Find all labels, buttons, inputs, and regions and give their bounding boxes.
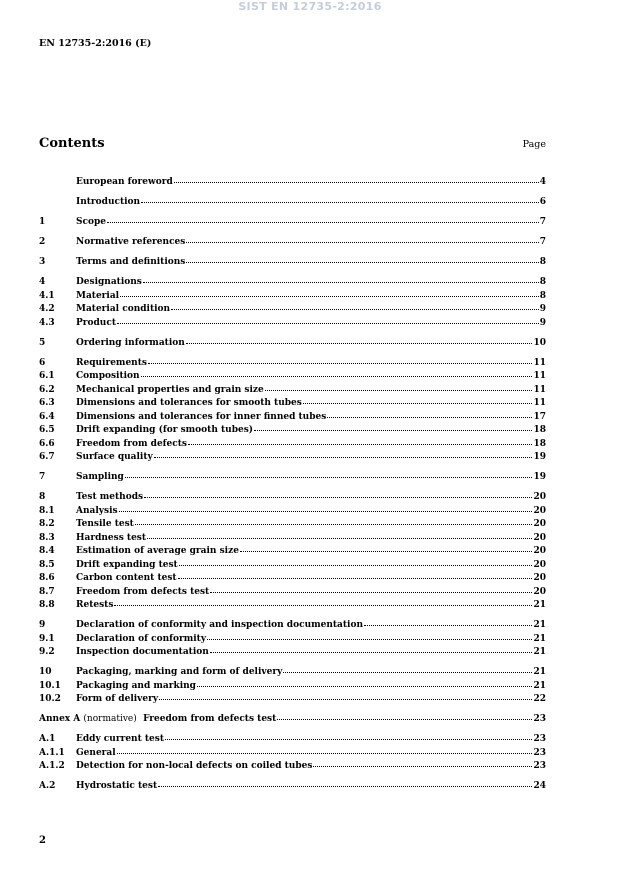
toc-number: 7 xyxy=(39,472,46,482)
toc-number: 3 xyxy=(39,257,46,267)
toc-title: General xyxy=(76,747,116,758)
toc-page: 8 xyxy=(539,277,546,287)
toc-leader xyxy=(119,502,533,512)
toc-page: 20 xyxy=(533,559,546,570)
toc-page: 8 xyxy=(539,290,546,301)
toc-entry[interactable] xyxy=(39,234,546,248)
annex-label: Annex A xyxy=(39,714,81,724)
toc-title: Declaration of conformity and inspection documentation xyxy=(76,620,364,630)
toc-leader xyxy=(283,663,532,673)
toc-title: Product xyxy=(76,317,116,328)
toc-page: 20 xyxy=(533,492,546,502)
toc-entry[interactable] xyxy=(39,731,546,745)
toc-entry[interactable] xyxy=(39,644,546,658)
toc-leader xyxy=(207,630,532,640)
toc-title: Detection for non-local defects on coiled tubes xyxy=(76,761,313,771)
toc-leader xyxy=(143,273,539,283)
toc-leader xyxy=(254,421,532,431)
toc-leader xyxy=(120,287,539,297)
toc-number: 6.4 xyxy=(39,411,55,422)
toc-leader xyxy=(141,193,539,203)
page-number: 2 xyxy=(39,835,46,846)
toc-page: 24 xyxy=(533,781,546,791)
toc-entry[interactable] xyxy=(39,395,546,409)
table-of-contents xyxy=(39,174,546,792)
toc-page: 20 xyxy=(533,573,546,583)
toc-number: 10.1 xyxy=(39,680,61,691)
toc-title: Declaration of conformity xyxy=(76,633,207,644)
watermark: SIST EN 12735-2:2016 xyxy=(238,0,382,13)
toc-entry[interactable] xyxy=(39,214,546,228)
toc-entry[interactable] xyxy=(39,691,546,705)
toc-title: Hydrostatic test xyxy=(76,781,158,791)
toc-page: 21 xyxy=(533,647,546,657)
toc-title: Dimensions and tolerances for inner finned tubes xyxy=(76,411,327,422)
toc-leader xyxy=(178,569,533,579)
toc-leader xyxy=(303,394,533,404)
toc-title: Scope xyxy=(76,217,107,227)
toc-number: 4.2 xyxy=(39,304,55,314)
toc-number: 8.3 xyxy=(39,532,55,543)
toc-number: 1 xyxy=(39,217,46,227)
toc-leader xyxy=(159,690,532,700)
toc-leader xyxy=(240,542,533,552)
toc-page: 20 xyxy=(533,532,546,543)
toc-entry[interactable] xyxy=(39,557,546,571)
toc-number: 10 xyxy=(39,667,52,677)
toc-title: Tensile test xyxy=(76,519,134,529)
toc-leader xyxy=(117,744,533,754)
toc-number: 9.2 xyxy=(39,647,55,657)
toc-entry[interactable] xyxy=(39,422,546,436)
toc-page: 21 xyxy=(533,680,546,691)
toc-entry[interactable] xyxy=(39,617,546,631)
toc-number: 2 xyxy=(39,237,46,247)
toc-entry[interactable] xyxy=(39,489,546,503)
toc-title: Drift expanding test xyxy=(76,559,178,570)
toc-leader xyxy=(313,757,532,767)
toc-leader xyxy=(174,173,539,183)
toc-leader xyxy=(125,468,533,478)
toc-title: Test methods xyxy=(76,492,144,502)
toc-leader xyxy=(197,677,532,687)
toc-leader xyxy=(186,334,533,344)
toc-number: A.1 xyxy=(39,734,56,744)
toc-page: 20 xyxy=(533,505,546,516)
toc-number: 9 xyxy=(39,620,46,630)
toc-page: 8 xyxy=(539,257,546,267)
toc-leader xyxy=(188,435,532,445)
toc-page: 10 xyxy=(533,337,546,348)
annex-title: Freedom from defects test xyxy=(143,714,277,724)
toc-page: 11 xyxy=(533,371,546,381)
toc-entry[interactable] xyxy=(39,664,546,678)
toc-leader xyxy=(364,616,532,626)
page-column-label: Page xyxy=(522,139,546,150)
toc-entry[interactable] xyxy=(39,584,546,598)
toc-title: Ordering information xyxy=(76,337,185,348)
document-id: EN 12735-2:2016 (E) xyxy=(39,38,152,49)
toc-title: Analysis xyxy=(76,505,118,516)
toc-page: 20 xyxy=(533,519,546,529)
toc-entry[interactable] xyxy=(39,530,546,544)
contents-title: Contents xyxy=(39,136,105,151)
toc-entry[interactable] xyxy=(39,301,546,315)
toc-entry[interactable] xyxy=(39,315,546,329)
toc-page: 11 xyxy=(533,357,546,368)
toc-page: 11 xyxy=(533,398,546,408)
toc-entry[interactable] xyxy=(39,355,546,369)
toc-number: 6.1 xyxy=(39,371,55,381)
toc-number: 8 xyxy=(39,492,46,502)
toc-entry-annex[interactable] xyxy=(39,711,546,725)
toc-title: Freedom from defects test xyxy=(76,586,210,597)
toc-entry[interactable] xyxy=(39,678,546,692)
toc-title: Composition xyxy=(76,371,140,381)
toc-title: Material condition xyxy=(76,304,171,314)
toc-title: Terms and definitions xyxy=(76,257,186,267)
toc-page: 18 xyxy=(533,438,546,449)
toc-title: Freedom from defects xyxy=(76,438,187,449)
toc-leader xyxy=(107,213,539,223)
toc-number: 6.7 xyxy=(39,452,55,462)
toc-number: 4 xyxy=(39,277,46,287)
toc-title: Normative references xyxy=(76,237,186,247)
toc-page: 7 xyxy=(539,217,546,227)
toc-title: Introduction xyxy=(76,197,141,207)
toc-title: Retests xyxy=(76,600,114,610)
toc-entry[interactable] xyxy=(39,631,546,645)
toc-page: 19 xyxy=(533,452,546,462)
toc-page: 21 xyxy=(533,600,546,610)
toc-page: 22 xyxy=(533,694,546,704)
toc-number: 6.5 xyxy=(39,425,55,435)
toc-page: 20 xyxy=(533,586,546,597)
toc-page: 18 xyxy=(533,425,546,435)
toc-entry[interactable] xyxy=(39,335,546,349)
toc-title: Form of delivery xyxy=(76,694,159,704)
toc-entry[interactable] xyxy=(39,436,546,450)
toc-page: 19 xyxy=(533,472,546,482)
toc-page: 21 xyxy=(533,667,546,677)
toc-number: 9.1 xyxy=(39,633,55,644)
toc-title: Dimensions and tolerances for smooth tubes xyxy=(76,398,302,408)
toc-title: Inspection documentation xyxy=(76,647,209,657)
toc-leader xyxy=(277,710,532,720)
toc-entry[interactable] xyxy=(39,570,546,584)
toc-leader xyxy=(265,381,533,391)
toc-entry[interactable] xyxy=(39,503,546,517)
toc-title: Packaging and marking xyxy=(76,680,196,691)
toc-entry[interactable] xyxy=(39,368,546,382)
toc-number: 6 xyxy=(39,357,46,368)
toc-title: Mechanical properties and grain size xyxy=(76,384,264,395)
toc-title: Drift expanding (for smooth tubes) xyxy=(76,425,254,435)
toc-page: 21 xyxy=(533,620,546,630)
toc-number: 6.6 xyxy=(39,438,55,449)
annex-type: (normative) xyxy=(83,714,137,724)
toc-entry[interactable] xyxy=(39,288,546,302)
toc-number: 8.5 xyxy=(39,559,55,570)
toc-leader xyxy=(154,448,533,458)
toc-title: Packaging, marking and form of delivery xyxy=(76,667,283,677)
toc-leader xyxy=(144,488,532,498)
toc-title: Sampling xyxy=(76,472,124,482)
toc-number: 6.3 xyxy=(39,398,55,408)
toc-leader xyxy=(327,408,532,418)
toc-page: 23 xyxy=(533,747,546,758)
toc-page: 9 xyxy=(539,304,546,314)
toc-entry[interactable] xyxy=(39,174,546,188)
toc-entry[interactable] xyxy=(39,469,546,483)
toc-leader xyxy=(135,515,533,525)
toc-leader xyxy=(117,314,539,324)
toc-page: 9 xyxy=(539,317,546,328)
toc-entry[interactable] xyxy=(39,194,546,208)
toc-entry[interactable] xyxy=(39,543,546,557)
toc-entry[interactable] xyxy=(39,254,546,268)
toc-title: Requirements xyxy=(76,357,147,368)
toc-page: 4 xyxy=(539,177,546,187)
toc-number: 8.1 xyxy=(39,505,55,516)
toc-number: 10.2 xyxy=(39,694,61,704)
toc-leader xyxy=(186,253,538,263)
toc-leader xyxy=(114,596,532,606)
toc-entry[interactable] xyxy=(39,516,546,530)
toc-page: 23 xyxy=(533,761,546,771)
toc-leader xyxy=(165,730,532,740)
toc-entry[interactable] xyxy=(39,409,546,423)
toc-title: Eddy current test xyxy=(76,734,164,744)
toc-number: 8.4 xyxy=(39,546,55,556)
toc-title: Estimation of average grain size xyxy=(76,546,239,556)
toc-number: A.2 xyxy=(39,781,56,791)
toc-title: Hardness test xyxy=(76,532,147,543)
toc-entry[interactable] xyxy=(39,274,546,288)
toc-page: 11 xyxy=(533,384,546,395)
toc-leader xyxy=(147,529,532,539)
toc-number: 8.7 xyxy=(39,586,55,597)
toc-page: 23 xyxy=(533,714,546,724)
toc-title: European foreword xyxy=(76,177,173,187)
toc-leader xyxy=(186,233,538,243)
toc-number: 8.2 xyxy=(39,519,55,529)
toc-leader xyxy=(210,643,533,653)
toc-entry[interactable] xyxy=(39,745,546,759)
toc-number: 4.3 xyxy=(39,317,55,328)
toc-entry[interactable] xyxy=(39,449,546,463)
toc-number: 4.1 xyxy=(39,290,55,301)
toc-page: 7 xyxy=(539,237,546,247)
toc-title: Designations xyxy=(76,277,142,287)
toc-number: 8.6 xyxy=(39,573,55,583)
toc-leader xyxy=(158,777,532,787)
toc-number: A.1.1 xyxy=(39,747,65,758)
toc-page: 6 xyxy=(539,197,546,207)
toc-number: 5 xyxy=(39,337,46,348)
toc-page: 20 xyxy=(533,546,546,556)
toc-entry[interactable] xyxy=(39,778,546,792)
toc-leader xyxy=(210,583,532,593)
toc-leader xyxy=(179,556,533,566)
toc-leader xyxy=(148,354,533,364)
toc-page: 21 xyxy=(533,633,546,644)
toc-entry[interactable] xyxy=(39,382,546,396)
toc-leader xyxy=(141,367,533,377)
toc-leader xyxy=(171,300,539,310)
toc-page: 23 xyxy=(533,734,546,744)
toc-title: Material xyxy=(76,290,120,301)
toc-title: Carbon content test xyxy=(76,573,177,583)
toc-title xyxy=(39,713,276,727)
toc-entry[interactable] xyxy=(39,597,546,611)
toc-page: 17 xyxy=(533,411,546,422)
toc-number: 6.2 xyxy=(39,384,55,395)
toc-number: 8.8 xyxy=(39,600,55,610)
toc-number: A.1.2 xyxy=(39,761,65,771)
toc-title: Surface quality xyxy=(76,452,153,462)
toc-entry[interactable] xyxy=(39,758,546,772)
